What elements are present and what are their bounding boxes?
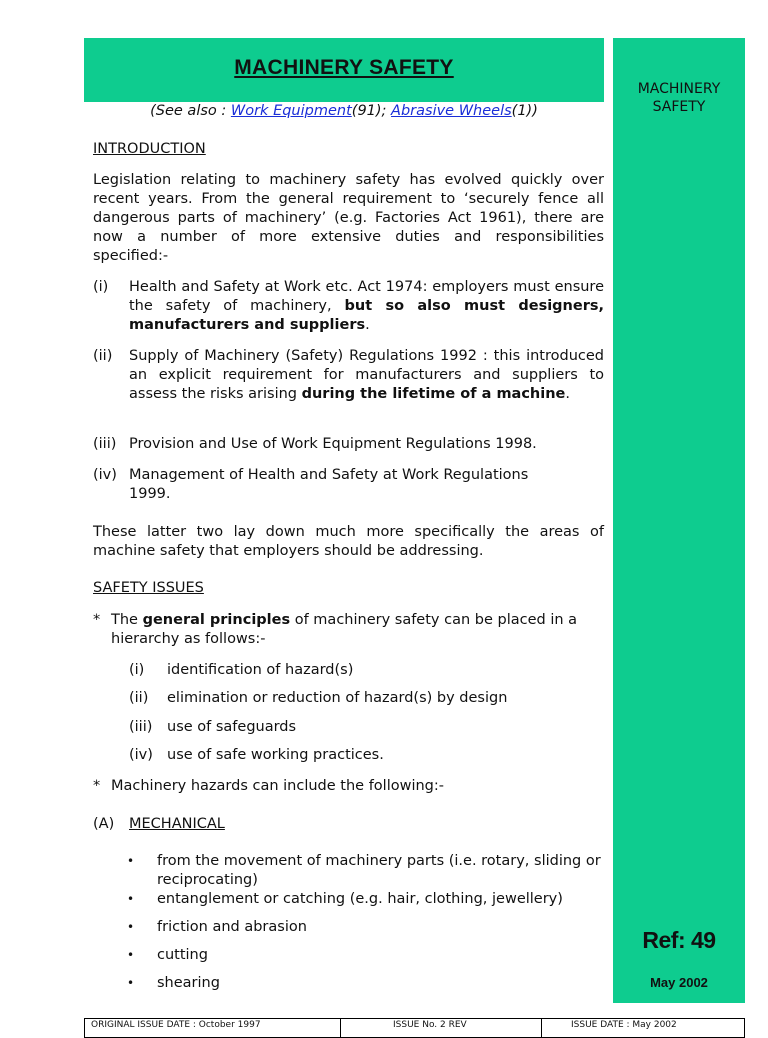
sidebar (613, 38, 745, 1003)
sidebar-title-line1: MACHINERY (637, 81, 721, 97)
footer-issue-date: ISSUE DATE : May 2002 (571, 1020, 677, 1030)
list-item-text: from the movement of machinery parts (i.e. rotary, sliding or reciprocating) (157, 853, 601, 888)
item-tail: . (565, 386, 570, 402)
hierarchy-number: (iii) (129, 719, 153, 735)
hierarchy-item (129, 661, 353, 680)
principles-bold: general principles (142, 612, 291, 628)
item-number: (iii) (93, 436, 117, 452)
safety-heading: SAFETY ISSUES (93, 580, 204, 596)
item-number: (i) (93, 279, 109, 295)
hierarchy-item (129, 746, 384, 765)
item-body: Provision and Use of Work Equipment Regulations 1998. (129, 436, 537, 452)
sidebar-title-line2: SAFETY (652, 99, 706, 115)
hierarchy-text: elimination or reduction of hazard(s) by design (167, 690, 508, 706)
list-item-text: cutting (157, 947, 208, 963)
item-text (129, 278, 604, 335)
item-body: Management of Health and Safety at Work Regulations 1999. (129, 467, 529, 502)
list-item-text: friction and abrasion (157, 919, 307, 935)
bullet-icon: • (127, 920, 135, 934)
item-text (129, 347, 604, 404)
hazards-intro-text: Machinery hazards can include the following:- (111, 778, 445, 794)
footer-divider (340, 1019, 341, 1037)
list-item (127, 946, 607, 965)
intro-item (93, 435, 604, 454)
reference-number: Ref: 49 (642, 927, 716, 953)
item-tail: . (365, 317, 370, 333)
list-item (127, 918, 607, 937)
sidebar-title (613, 80, 745, 116)
footer-original-issue: ORIGINAL ISSUE DATE : October 1997 (91, 1020, 261, 1030)
intro-heading: INTRODUCTION (93, 141, 206, 157)
mechanical-label: (A) (93, 816, 115, 832)
list-item-text: entanglement or catching (e.g. hair, clothing, jewellery) (157, 891, 563, 907)
link-work-equipment[interactable]: Work Equipment (230, 103, 352, 119)
bullet-icon: • (127, 976, 135, 990)
intro-paragraph: Legislation relating to machinery safety has evolved quickly over recent years. From the general requirement to ‘securely fence all dangerous parts of machinery’ (e.g. Factories Act 1961), there are now a number of more extensive duties and responsibilities specified:- (93, 172, 604, 264)
intro-closing: These latter two lay down much more specifically the areas of machine safety that employers should be addressing. (93, 524, 604, 559)
item-body: Health and Safety at Work etc. Act 1974: employers must ensure the safety of machinery, (129, 279, 604, 314)
bullet-icon: • (127, 948, 135, 962)
general-principles (93, 611, 604, 649)
link2-ref: (1)) (511, 103, 538, 119)
item-body: Supply of Machinery (Safety) Regulations 1992 : this introduced an explicit requirement for manufacturers and suppliers to assess the risks arising (129, 348, 604, 402)
hierarchy-number: (ii) (129, 690, 149, 706)
see-also-line (84, 103, 604, 119)
hazards-intro (93, 777, 604, 796)
asterisk-marker: * (93, 778, 101, 794)
hierarchy-number: (iv) (129, 747, 153, 763)
hierarchy-item (129, 689, 507, 708)
item-bold: but so also must designers, manufacturers and suppliers (129, 298, 604, 333)
link1-ref: (91); (351, 103, 392, 119)
link-abrasive-wheels[interactable]: Abrasive Wheels (391, 103, 512, 119)
hierarchy-text: use of safe working practices. (167, 747, 384, 763)
item-text (129, 466, 563, 504)
footer-table (84, 1018, 745, 1038)
issue-date: May 2002 (650, 975, 708, 990)
intro-item (93, 347, 604, 404)
footer-divider (541, 1019, 542, 1037)
see-also-prefix: (See also : (150, 103, 231, 119)
hierarchy-text: identification of hazard(s) (167, 662, 354, 678)
item-number: (ii) (93, 348, 113, 364)
hierarchy-text: use of safeguards (167, 719, 297, 735)
principles-text (111, 611, 604, 649)
intro-item (93, 278, 604, 335)
principles-pre: The (111, 612, 143, 628)
principles-post: of machinery safety can be placed in a hierarchy as follows:- (111, 612, 578, 647)
list-item (127, 890, 607, 909)
bullet-icon: • (127, 892, 135, 906)
item-bold: during the lifetime of a machine (301, 386, 566, 402)
bullet-icon: • (127, 854, 135, 868)
hierarchy-number: (i) (129, 662, 145, 678)
page-title: MACHINERY SAFETY (234, 56, 454, 79)
item-text (129, 435, 604, 454)
item-number: (iv) (93, 467, 117, 483)
list-item (127, 852, 607, 890)
asterisk-marker: * (93, 612, 101, 628)
hierarchy-item (129, 718, 296, 737)
footer-issue-number: ISSUE No. 2 REV (393, 1020, 467, 1030)
mechanical-heading: MECHANICAL (129, 816, 225, 832)
list-item-text: shearing (157, 975, 220, 991)
list-item (127, 974, 607, 993)
intro-item (93, 466, 563, 504)
